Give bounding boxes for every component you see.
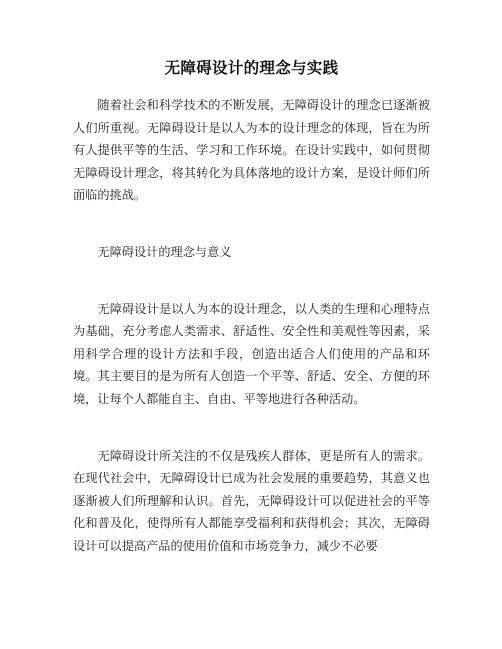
section-heading: 无障碍设计的理念与意义 <box>97 244 232 259</box>
paragraph-gap <box>73 207 430 241</box>
document-title: 无障碍设计的理念与实践 <box>164 58 339 77</box>
body-paragraph-1: 无障碍设计是以人为本的设计理念，以人类的生理和心理特点为基础，充分考虑人类需求、舒适性、安全性和美观性等因素，采用科学合理的设计方法和手段，创造出适合人们使用的产品和环境。其主要目的是为所有人创造一个平等、舒适、安全、方便的环境，让每个人都能自主、自由、平等地进行各种活动。 <box>73 301 430 406</box>
paragraph-gap <box>73 264 430 298</box>
intro-paragraph: 随着社会和科学技术的不断发展，无障碍设计的理念已逐渐被人们所重视。无障碍设计是以人为本的设计理念的体现，旨在为所有人提供平等的生活、学习和工作环境。在设计实践中，如何贯彻无障碍设计理念，将其转化为具体落地的设计方案，是设计师们所面临的挑战。 <box>73 98 430 203</box>
paragraph-gap <box>73 411 430 445</box>
body-paragraph-2: 无障碍设计所关注的不仅是残疾人群体，更是所有人的需求。在现代社会中，无障碍设计已成为社会发展的重要趋势，其意义也逐渐被人们所理解和认识。首先，无障碍设计可以促进社会的平等化和普及化，使得所有人都能享受福利和获得机会；其次，无障碍设计可以提高产品的使用价值和市场竞争力，减少不必要 <box>73 448 430 553</box>
